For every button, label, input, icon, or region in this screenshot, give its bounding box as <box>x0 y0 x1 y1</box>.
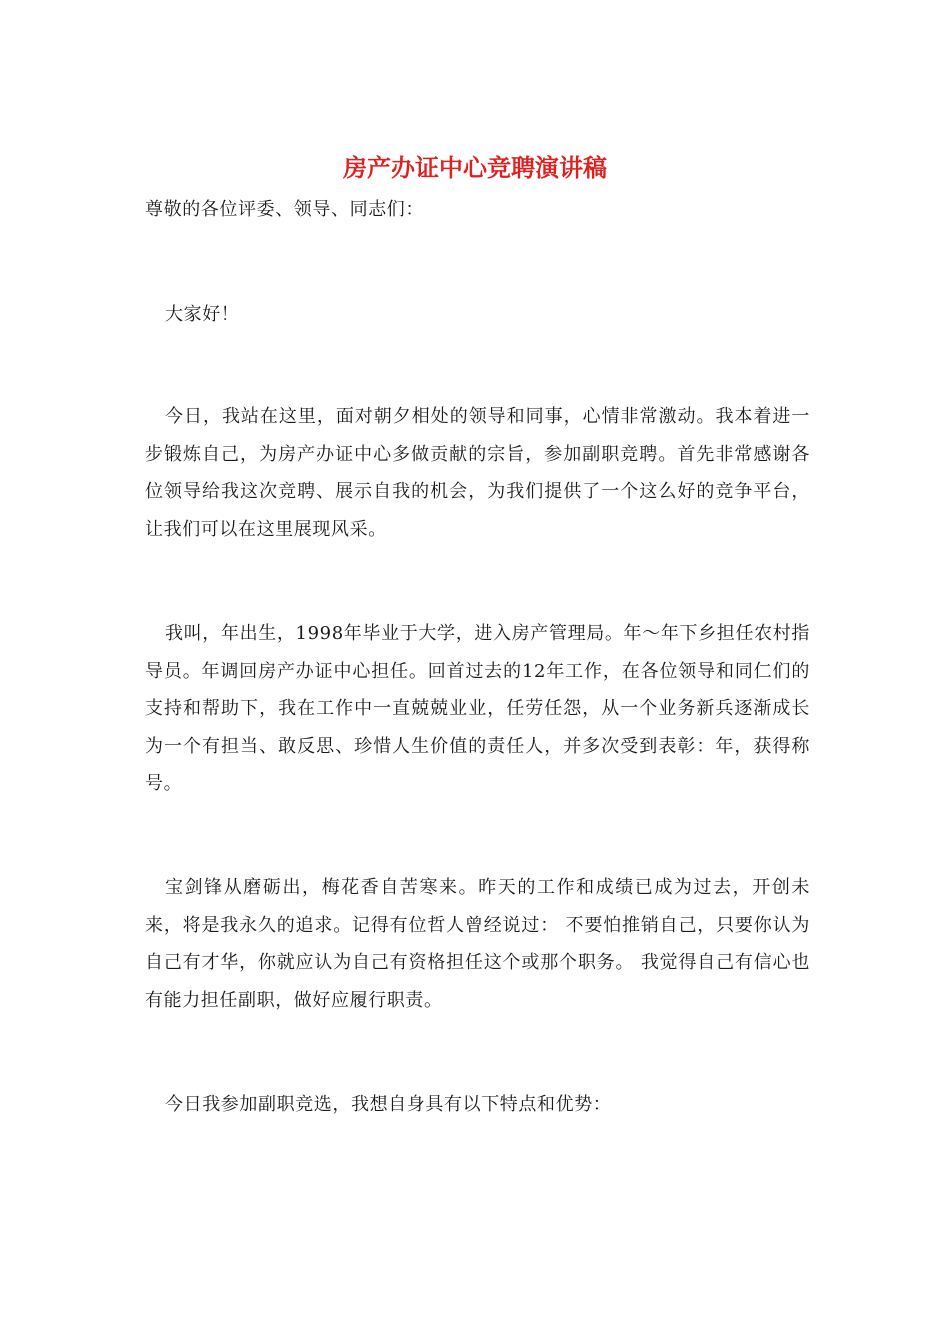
greeting: 大家好！ <box>165 304 240 325</box>
document-title: 房产办证中心竞聘演讲稿 <box>343 153 607 182</box>
paragraph-strengths-intro: 今日我参加副职竞选，我想自身具有以下特点和优势： <box>165 1094 612 1115</box>
paragraph-intro: 今日，我站在这里，面对朝夕相处的领导和同事，心情非常激动。我本着进一步锻炼自己，为房产办证中心多做贡献的宗旨，参加副职竞聘。首先非常感谢各位领导给我这次竞聘、展示自我的机会，为我们提供了一个这么好的竞争平台，让我们可以在这里展现风采。 <box>145 406 810 540</box>
paragraph-background: 我叫，年出生，1998年毕业于大学，进入房产管理局。年～年下乡担任农村指导员。年调回房产办证中心担任。回首过去的12年工作，在各位领导和同仁们的支持和帮助下，我在工作中一直兢兢业业，任劳任怨，从一个业务新兵逐渐成长为一个有担当、敢反思、珍惜人生价值的责任人，并多次受到表彰：年，获得称号。 <box>145 623 810 794</box>
paragraph-aspiration: 宝剑锋从磨砺出，梅花香自苦寒来。昨天的工作和成绩已成为过去，开创未来，将是我永久的追求。记得有位哲人曾经说过： 不要怕推销自己，只要你认为自己有才华，你就应认为自己有资格担任这个或那个职务。 我觉得自己有信心也有能力担任副职，做好应履行职责。 <box>145 877 810 1011</box>
salutation: 尊敬的各位评委、领导、同志们： <box>145 199 424 220</box>
